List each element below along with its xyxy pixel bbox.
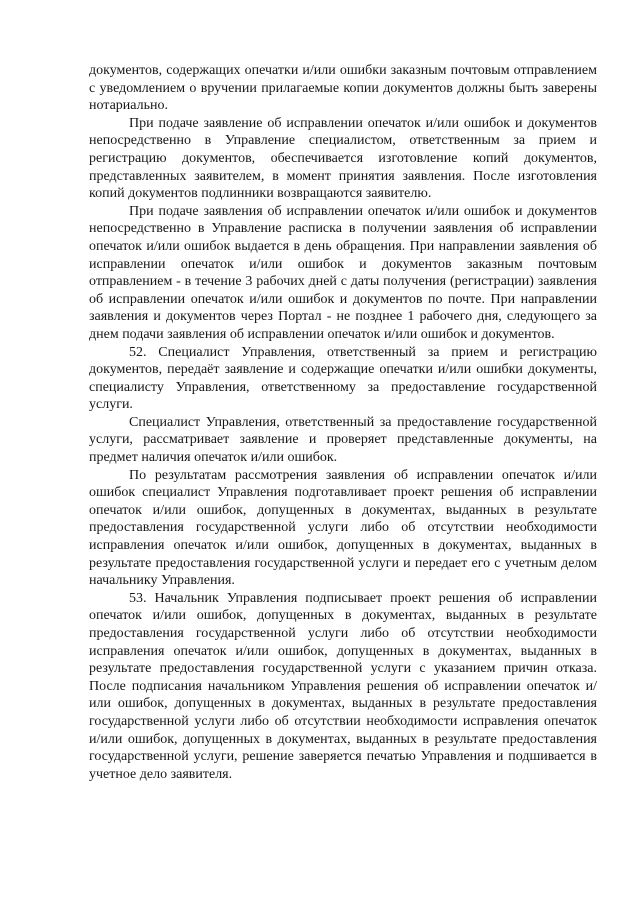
paragraph: Специалист Управления, ответственный за предоставление государственной услуги, рассматривает заявление и проверяет представленные документы, на предмет наличия опечаток и/или ошибок. <box>89 414 597 466</box>
paragraph: 53. Начальник Управления подписывает проект решения об исправлении опечаток и/или ошибок, допущенных в документах, выданных в результате предоставления государственной услуги либо об отсутствии необходимости исправления опечаток и/или ошибок, допущенных в документах, выданных в результате предоставления государственной услуги с указанием причин отказа. После подписания начальником Управления решения об исправлении опечаток и/или ошибок, допущенных в документах, выданных в результате предоставления государственной услуги либо об отсутствии необходимости исправления опечаток и/или ошибок, допущенных в документах, выданных в результате предоставления государственной услуги, решение заверяется печатью Управления и подшивается в учетное дело заявителя. <box>89 590 597 782</box>
paragraph: 52. Специалист Управления, ответственный за прием и регистрацию документов, передаёт заявление и содержащие опечатки и/или ошибки документы, специалисту Управления, ответственному за предоставление государственной услуги. <box>89 344 597 413</box>
paragraph: документов, содержащих опечатки и/или ошибки заказным почтовым отправлением с уведомлением о вручении прилагаемые копии документов должны быть заверены нотариально. <box>89 63 597 114</box>
paragraph: При подаче заявление об исправлении опечаток и/или ошибок и документов непосредственно в Управление специалистом, ответственным за прием и регистрацию документов, обеспечивается изготовление копий документов, представленных заявителем, в момент принятия заявления. После изготовления копий документов подлинники возвращаются заявителю. <box>89 115 597 202</box>
document-page <box>89 62 597 783</box>
paragraph: При подаче заявления об исправлении опечаток и/или ошибок и документов непосредственно в Управление расписка в получении заявления об исправлении опечаток и/или ошибок выдается в день обращения. При направлении заявления об исправлении опечаток и/или ошибок и документов заказным почтовым отправлением - в течение 3 рабочих дней с даты получения (регистрации) заявления об исправлении опечаток и/или ошибок и документов по почте. При направлении заявления и документов через Портал - не позднее 1 рабочего дня, следующего за днем подачи заявления об исправлении опечаток и/или ошибок и документов. <box>89 203 597 342</box>
paragraph: По результатам рассмотрения заявления об исправлении опечаток и/или ошибок специалист Управления подготавливает проект решения об исправлении опечаток и/или ошибок, допущенных в документах, выданных в результате предоставления государственной услуги либо об отсутствии необходимости исправления опечаток и/или ошибок, допущенных в документах, выданных в результате предоставления государственной услуги и передает его с учетным делом начальнику Управления. <box>89 467 597 589</box>
